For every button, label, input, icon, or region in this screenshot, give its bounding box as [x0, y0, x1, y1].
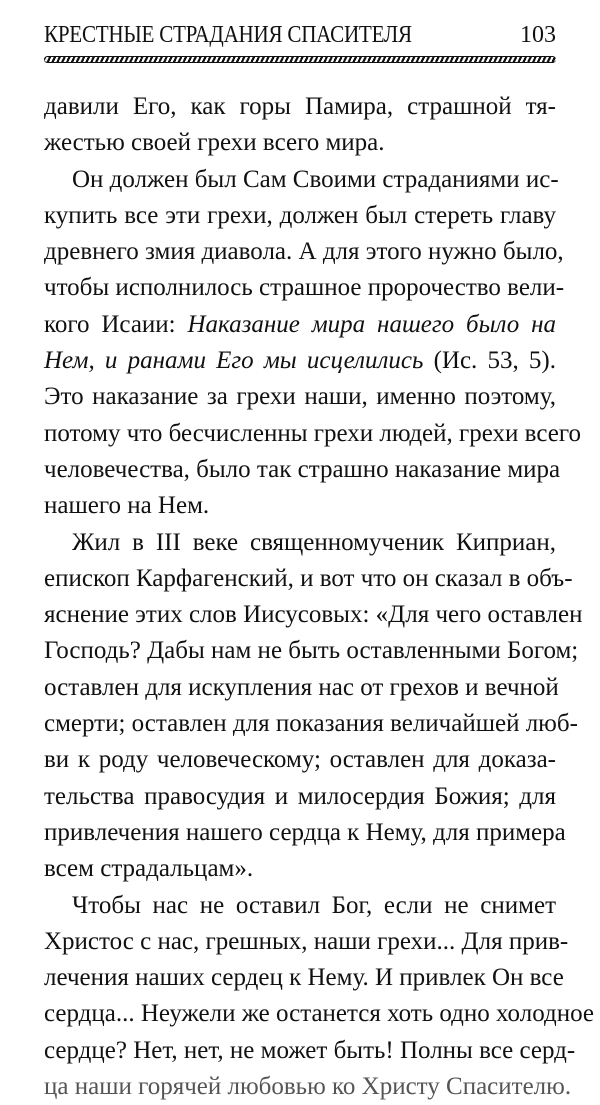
line-text: давили Его, как горы Памира, страшной тя- — [44, 93, 556, 120]
line-text: жестью своей грехи всего мира. — [44, 129, 385, 157]
text-line — [44, 1069, 572, 1105]
line-text: всем страдальцам». — [44, 855, 254, 883]
line-text: сердца... Неужели же останется хоть одно холодное — [44, 1000, 594, 1028]
text-line — [44, 960, 564, 996]
text-line — [44, 706, 578, 742]
line-text: смерти; оставлен для показания величайшей люб- — [44, 710, 578, 738]
text-line — [44, 125, 556, 161]
text-line — [44, 452, 561, 488]
text-line — [44, 561, 573, 597]
scripture-quote: Наказание мира нашего было на — [187, 310, 556, 338]
line-text: кого Исаии: — [44, 310, 188, 338]
text-line — [44, 488, 556, 524]
text-line — [44, 270, 565, 306]
text-line — [44, 742, 556, 778]
page-number: 103 — [520, 22, 556, 48]
line-text: человечества, было так страшно наказание мира — [44, 455, 561, 483]
text-line — [44, 379, 556, 415]
text-line — [44, 307, 556, 343]
scripture-reference: (Ис. 53, 5). — [423, 347, 556, 375]
line-text: Это наказание за грехи наши, именно поэтому, — [44, 383, 556, 411]
text-line — [44, 924, 569, 960]
line-text: яснение этих слов Иисусовых: «Для чего оставлен — [44, 601, 583, 629]
line-text: ца наши горячей любовью ко Христу Спасителю. — [44, 1073, 572, 1101]
text-line — [44, 234, 564, 270]
line-text: привлечения нашего сердца к Нему, для примера — [44, 818, 566, 846]
line-text: Христос с нас, грешных, наши грехи... Для прив- — [44, 927, 569, 955]
text-line — [44, 851, 556, 887]
line-text: чтобы исполнилось страшное пророчество вели- — [44, 274, 565, 302]
text-line — [44, 343, 556, 379]
line-text: Он должен был Сам Своими страданиями ис- — [72, 165, 559, 193]
text-line — [44, 198, 556, 234]
line-text: оставлен для искупления нас от грехов и вечной — [44, 673, 559, 701]
text-line — [44, 1033, 576, 1069]
line-text: тельства правосудия и милосердия Божия; для — [44, 782, 556, 810]
text-line — [44, 996, 594, 1032]
line-text: Чтобы нас не оставил Бог, если не снимет — [72, 891, 556, 919]
text-line — [44, 597, 583, 633]
scripture-quote: Нем, и ранами Его мы исцелились — [44, 347, 424, 375]
text-line — [44, 416, 581, 452]
page-header — [44, 22, 556, 52]
text-line — [44, 670, 559, 706]
rope-divider — [44, 56, 556, 63]
line-text: нашего на Нем. — [44, 492, 210, 520]
line-text: сердце? Нет, нет, не может быть! Полны все серд- — [44, 1036, 576, 1064]
text-line — [44, 815, 566, 851]
line-text: потому что бесчисленны грехи людей, грехи всего — [44, 419, 581, 447]
text-line — [44, 888, 556, 924]
line-text: епископ Карфагенский, и вот что он сказал в объ- — [44, 564, 573, 592]
line-text: купить все эти грехи, должен был стереть главу — [44, 201, 556, 229]
text-line — [44, 525, 556, 561]
text-line — [44, 633, 579, 669]
text-line — [44, 89, 556, 125]
text-line — [44, 162, 559, 198]
line-text: ви к роду человеческому; оставлен для доказа- — [44, 746, 556, 774]
body-text — [44, 89, 594, 1105]
line-text: древнего змия диавола. А для этого нужно было, — [44, 238, 564, 266]
text-line — [44, 779, 556, 815]
line-text: лечения наших сердец к Нему. И привлек Он все — [44, 964, 564, 992]
line-text: Господь? Дабы нам не быть оставленными Богом; — [44, 637, 579, 665]
running-title: КРЕСТНЫЕ СТРАДАНИЯ СПАСИТЕЛЯ — [44, 22, 412, 48]
line-text: Жил в III веке священномученик Киприан, — [72, 528, 556, 556]
